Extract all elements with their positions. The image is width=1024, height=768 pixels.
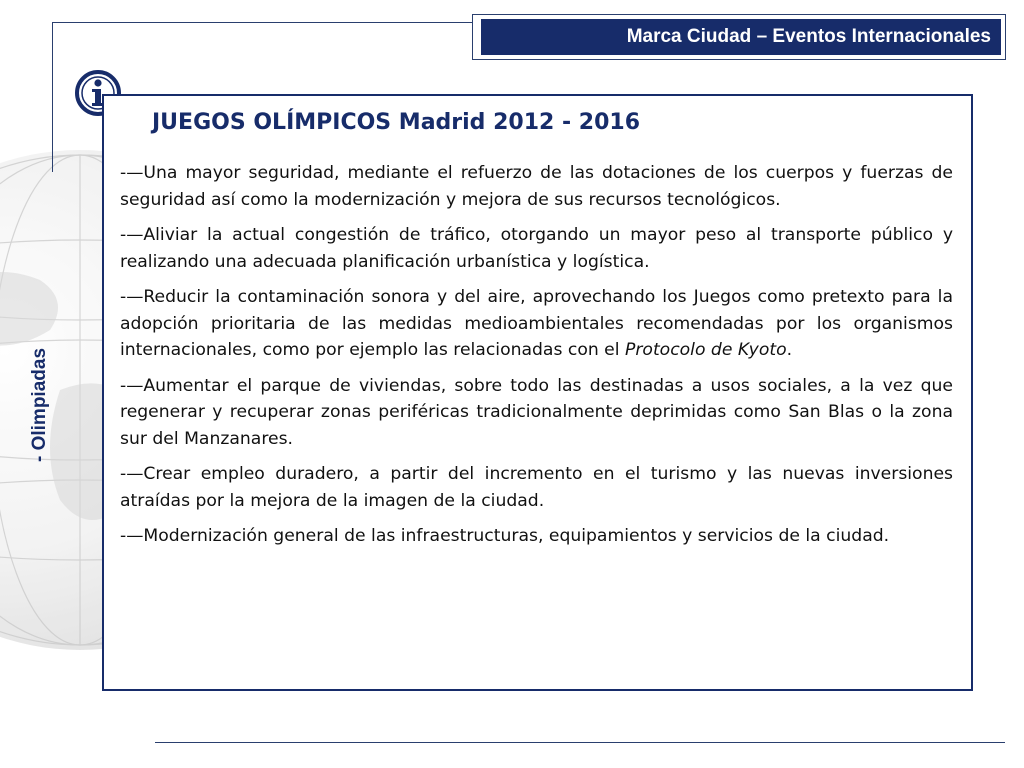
list-item-text: -—Crear empleo duradero, a partir del incremento en el turismo y las nuevas inversiones atraídas por la mejora de la imagen de la ciudad. xyxy=(120,464,953,511)
list-item xyxy=(120,160,953,213)
frame-line-vertical xyxy=(52,22,53,172)
list-item-text: -—Modernización general de las infraestructuras, equipamientos y servicios de la ciudad. xyxy=(120,526,890,546)
frame-line-top xyxy=(52,22,472,23)
list-item xyxy=(120,373,953,453)
list-item-text: -—Aumentar el parque de viviendas, sobre todo las destinadas a usos sociales, a la vez que regenerar y recuperar zonas periféricas tradicionalmente deprimidas como San Blas o la zona sur del Manzanares. xyxy=(120,375,953,449)
content-panel xyxy=(102,94,973,691)
list-item xyxy=(120,222,953,275)
content-title: JUEGOS OLÍMPICOS Madrid 2012 - 2016 xyxy=(152,110,640,135)
header-banner xyxy=(472,14,1006,60)
list-item xyxy=(120,284,953,364)
list-item-text: -—Aliviar la actual congestión de tráfico, otorgando un mayor peso al transporte público y realizando una adecuada planificación urbanística y logística. xyxy=(120,225,953,272)
list-item xyxy=(120,461,953,514)
list-item-text: -—Reducir la contaminación sonora y del aire, aprovechando los Juegos como pretexto para la adopción prioritaria de las medidas medioambientales recomendadas por los organismos internacionales, como por ejemplo las relacionadas con el xyxy=(120,287,953,360)
header-title: Marca Ciudad – Eventos Internacionales xyxy=(481,19,1001,55)
section-side-label: - Olimpiadas xyxy=(29,347,50,463)
list-item-text: -—Una mayor seguridad, mediante el refuerzo de las dotaciones de los cuerpos y fuerzas de seguridad así como la modernización y mejora de sus recursos tecnológicos. xyxy=(120,163,953,210)
protocol-kyoto-reference: Protocolo de Kyoto xyxy=(625,340,787,360)
content-body xyxy=(120,160,953,559)
frame-line-bottom xyxy=(155,742,1005,743)
list-item-suffix: . xyxy=(786,340,793,360)
list-item xyxy=(120,523,953,550)
